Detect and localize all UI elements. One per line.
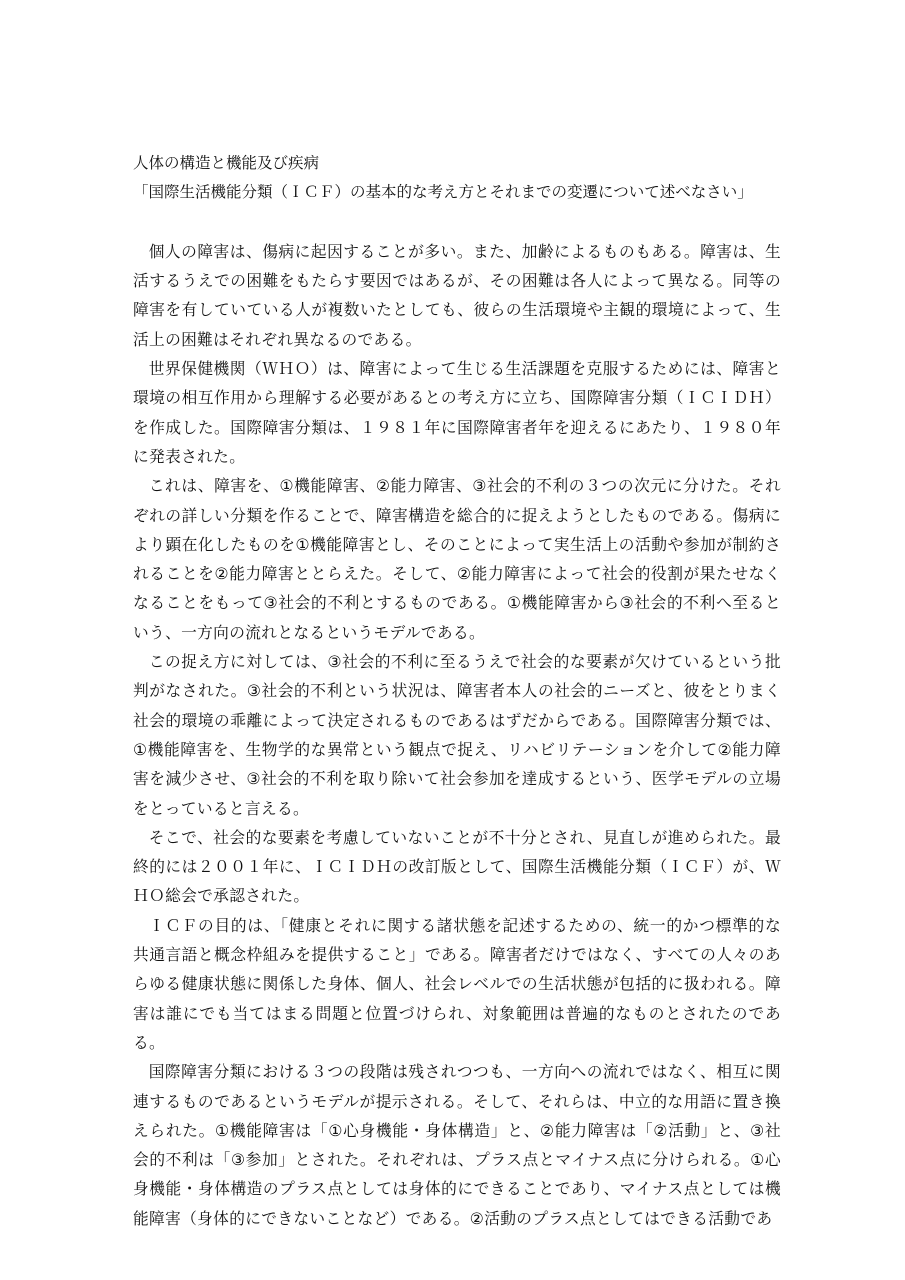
paragraph-2: 世界保健機関（ＷＨＯ）は、障害によって生じる生活課題を克服するためには、障害と環境の相互作用から理解する必要があるとの考え方に立ち、国際障害分類（ＩＣＩＤＨ）を作成した。国際障害分類は、１９８１年に国際障害者年を迎えるにあたり、１９８０年に発表された。 [133, 359, 781, 466]
blank-line [133, 208, 781, 237]
paragraph-1: 個人の障害は、傷病に起因することが多い。また、加齢によるものもある。障害は、生活するうえでの困難をもたらす要因ではあるが、その困難は各人によって異なる。同等の障害を有していている人が複数いたとしても、彼らの生活環境や主観的環境によって、生活上の困難はそれぞれ異なるのである。 [133, 241, 781, 349]
document-body [133, 149, 781, 1233]
paragraph-3: これは、障害を、①機能障害、②能力障害、③社会的不利の３つの次元に分けた。それぞれの詳しい分類を作ることで、障害構造を総合的に捉えようとしたものである。傷病により顕在化したものを①機能障害とし、そのことによって実生活上の活動や参加が制約されることを②能力障害ととらえた。そして、②能力障害によって社会的役割が果たせなくなることをもって③社会的不利とするものである。①機能障害から③社会的不利へ至るという、一方向の流れとなるというモデルである。 [133, 476, 781, 642]
paragraph-4: この捉え方に対しては、③社会的不利に至るうえで社会的な要素が欠けているという批判がなされた。③社会的不利という状況は、障害者本人の社会的ニーズと、彼をとりまく社会的環境の乖離によって決定されるものであるはずだからである。国際障害分類では、①機能障害を、生物学的な異常という観点で捉え、リハビリテーションを介して②能力障害を減少させ、③社会的不利を取り除いて社会参加を達成するという、医学モデルの立場をとっていると言える。 [133, 652, 781, 818]
essay-question: 「国際生活機能分類（ＩＣＦ）の基本的な考え方とそれまでの変遷について述べなさい」 [133, 183, 753, 202]
subject-title: 人体の構造と機能及び疾病 [133, 154, 320, 172]
paragraph-6: ＩＣＦの目的は、「健康とそれに関する諸状態を記述するための、統一的かつ標準的な共通言語と概念枠組みを提供すること」である。障害者だけではなく、すべての人々のあらゆる健康状態に関係した身体、個人、社会レベルでの生活状態が包括的に扱われる。障害は誰にでも当てはまる問題と位置づけられ、対象範囲は普遍的なものとされたのである。 [133, 915, 781, 1052]
paragraph-7: 国際障害分類における３つの段階は残されつつも、一方向への流れではなく、相互に関連するものであるというモデルが提示される。そして、それらは、中立的な用語に置き換えられた。①機能障害は「①心身機能・身体構造」と、②能力障害は「②活動」と、③社会的不利は「③参加」とされた。それぞれは、プラス点とマイナス点に分けられる。①心身機能・身体構造のプラス点としては身体的にできることであり、マイナス点としては機能障害（身体的にできないことなど）である。②活動のプラス点としてはできる活動であ [133, 1062, 781, 1228]
paragraph-5: そこで、社会的な要素を考慮していないことが不十分とされ、見直しが進められた。最終的には２００１年に、ＩＣＩＤＨの改訂版として、国際生活機能分類（ＩＣＦ）が、ＷＨＯ総会で承認された。 [133, 827, 781, 906]
